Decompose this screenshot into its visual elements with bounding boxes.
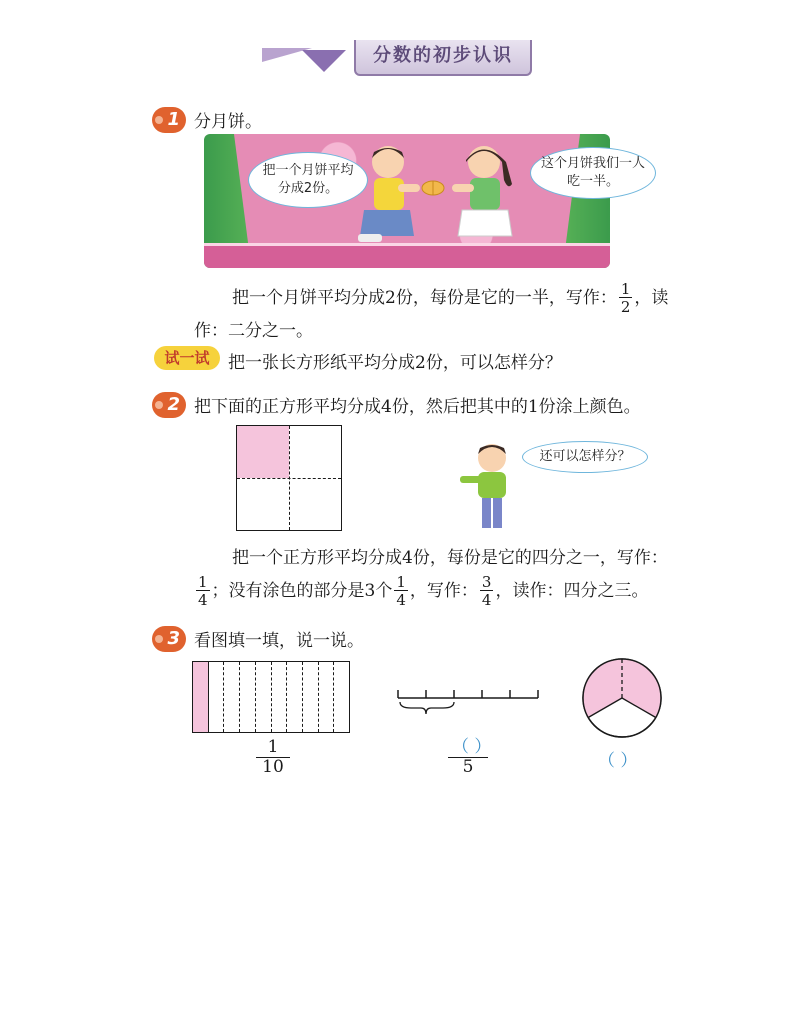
boy-pointing-figure [460,440,522,534]
fraction-denominator: 5 [462,756,474,777]
chapter-title: 分数的初步认识 [354,40,532,76]
speech-bubble-hint: 还可以怎样分？ [522,441,648,473]
strip-cell [256,662,272,732]
q1-line1-tail: ，读 [634,288,669,308]
fraction-one-quarter [394,575,408,608]
fraction-denominator: 10 [262,756,284,777]
segmented-line-figure [396,688,542,718]
fraction-numerator: 1 [620,280,631,298]
fraction-blank-numerator: （ ） [448,738,488,758]
q1-explanation-line-2: 作：二分之一。 [194,321,313,341]
girl-kneeling-figure [450,140,520,245]
q1-explanation-line-1 [232,282,668,315]
fraction-denominator: 2 [620,298,631,316]
divided-square [236,425,342,531]
question-1-title: 分月饼。 [194,112,262,132]
mat-edge [204,243,610,268]
try-it-text: 把一张长方形纸平均分成2份，可以怎样分？ [228,353,562,373]
strip-cell [240,662,256,732]
fraction-denominator: 4 [198,591,208,609]
fraction-denominator: 4 [396,591,406,609]
strip-cell [334,662,349,732]
fraction-one-quarter [196,575,210,608]
strip-cell-shaded [193,662,209,732]
q2-text-part: ，写作： [409,581,478,601]
strip-cell [319,662,335,732]
fraction-numerator: 1 [396,573,406,591]
q2-explanation-line-2 [194,575,648,608]
question-2-title: 把下面的正方形平均分成4份，然后把其中的1份涂上颜色。 [194,397,641,417]
boy-kneeling-figure [352,140,422,245]
strip-cell [224,662,240,732]
fig3-blank: （ ） [598,751,638,771]
question-3-title: 看图填一填，说一说。 [194,631,364,651]
fraction-numerator: 1 [198,573,208,591]
q2-text-part: ，读作：四分之三。 [495,581,649,601]
q2-explanation-line-1: 把一个正方形平均分成4份，每份是它的四分之一，写作： [232,548,668,568]
mooncake-icon [421,180,445,196]
strip-cell [272,662,288,732]
chapter-header [262,40,534,78]
strip-cell [209,662,225,732]
fraction-three-quarters [480,575,494,608]
circle-thirds-figure [580,656,664,740]
shaded-quarter [237,426,289,478]
try-it-badge: 试一试 [154,346,220,370]
question-number-badge: 3 [152,626,186,652]
strip-cell [287,662,303,732]
fraction-denominator: 4 [481,591,492,609]
question-number-badge: 2 [152,392,186,418]
fig2-fraction [448,737,492,777]
speech-bubble-girl: 这个月饼我们一人吃一半。 [530,147,656,199]
fig1-fraction [256,738,290,776]
strip-cell [303,662,319,732]
q2-text-part: ；没有涂色的部分是3个 [211,581,393,601]
question-number-badge: 1 [152,107,186,133]
rectangle-tenths [192,661,350,733]
horizontal-dashed-line [237,478,341,479]
fraction-one-half [619,282,633,315]
q1-line1-text: 把一个月饼平均分成2份，每份是它的一半，写作： [232,288,617,308]
fraction-numerator: 1 [256,738,290,758]
fraction-numerator: 3 [481,573,492,591]
speech-bubble-boy: 把一个月饼平均分成2份。 [248,152,368,208]
triangle-decoration [302,50,346,72]
